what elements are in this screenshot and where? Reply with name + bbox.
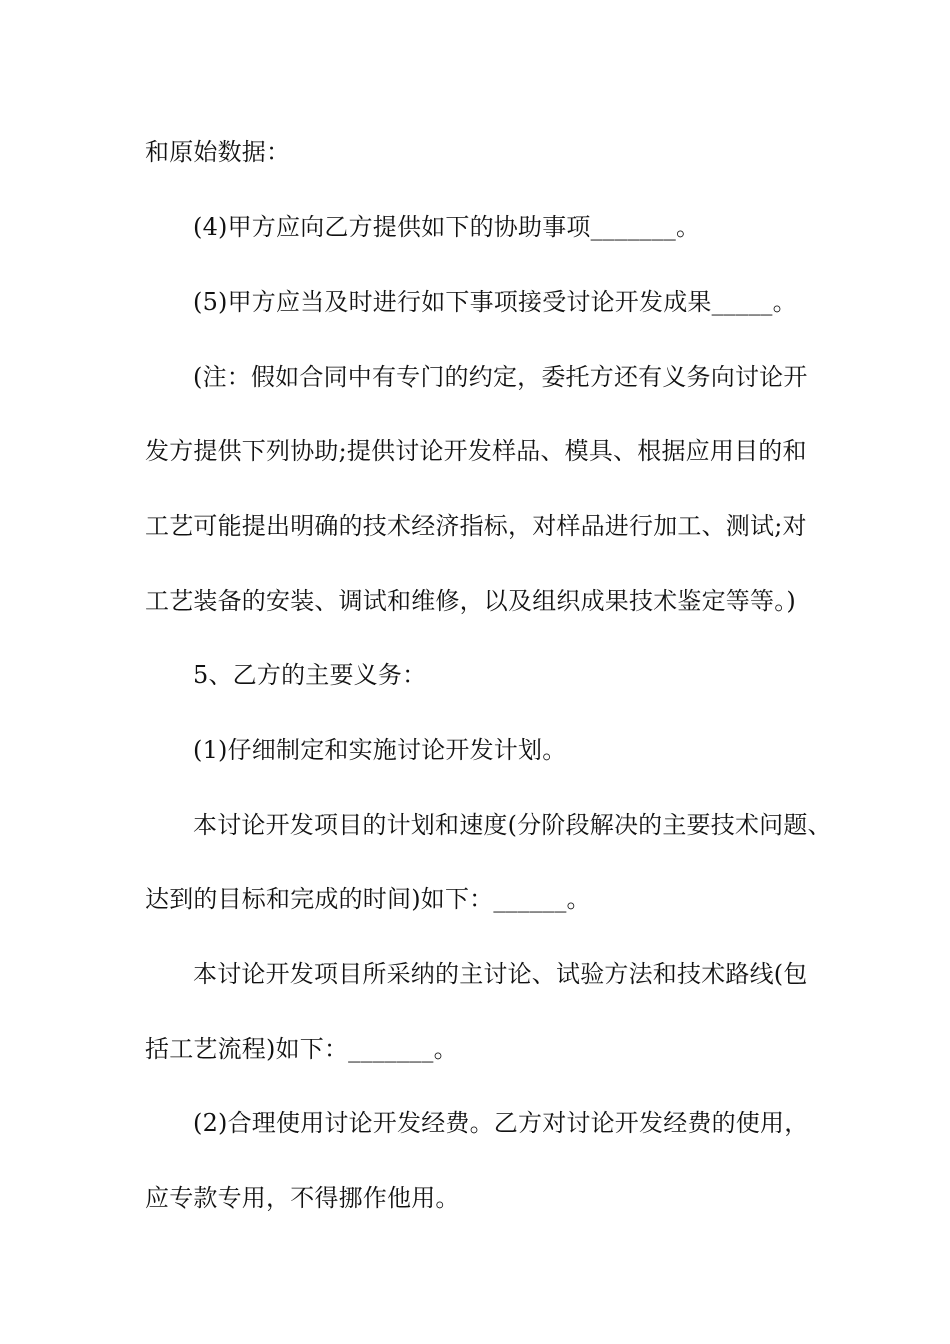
section-heading: 5、乙方的主要义务： — [193, 661, 427, 689]
paragraph-line: 发方提供下列协助;提供讨论开发样品、模具、根据应用目的和 — [145, 437, 807, 465]
paragraph-line: (注：假如合同中有专门的约定，委托方还有义务向讨论开 — [193, 363, 808, 391]
paragraph-line: 工艺装备的安装、调试和维修，以及组织成果技术鉴定等等。) — [145, 587, 796, 615]
paragraph-line: 本讨论开发项目所采纳的主讨论、试验方法和技术路线(包 — [193, 960, 808, 988]
paragraph-line: (5)甲方应当及时进行如下事项接受讨论开发成果_____。 — [193, 288, 797, 316]
paragraph-line: 达到的目标和完成的时间)如下：______。 — [145, 885, 591, 913]
paragraph-line: (1)仔细制定和实施讨论开发计划。 — [193, 736, 567, 764]
paragraph-line: 括工艺流程)如下：_______。 — [145, 1035, 458, 1063]
paragraph-line: (4)甲方应向乙方提供如下的协助事项_______。 — [193, 213, 701, 241]
paragraph-line: 和原始数据： — [145, 138, 291, 166]
paragraph-line: 工艺可能提出明确的技术经济指标，对样品进行加工、测试;对 — [145, 512, 807, 540]
paragraph-line: 应专款专用，不得挪作他用。 — [145, 1184, 460, 1212]
paragraph-line: (2)合理使用讨论开发经费。乙方对讨论开发经费的使用， — [193, 1109, 809, 1137]
paragraph-line: 本讨论开发项目的计划和速度(分阶段解决的主要技术问题、 — [193, 811, 832, 839]
